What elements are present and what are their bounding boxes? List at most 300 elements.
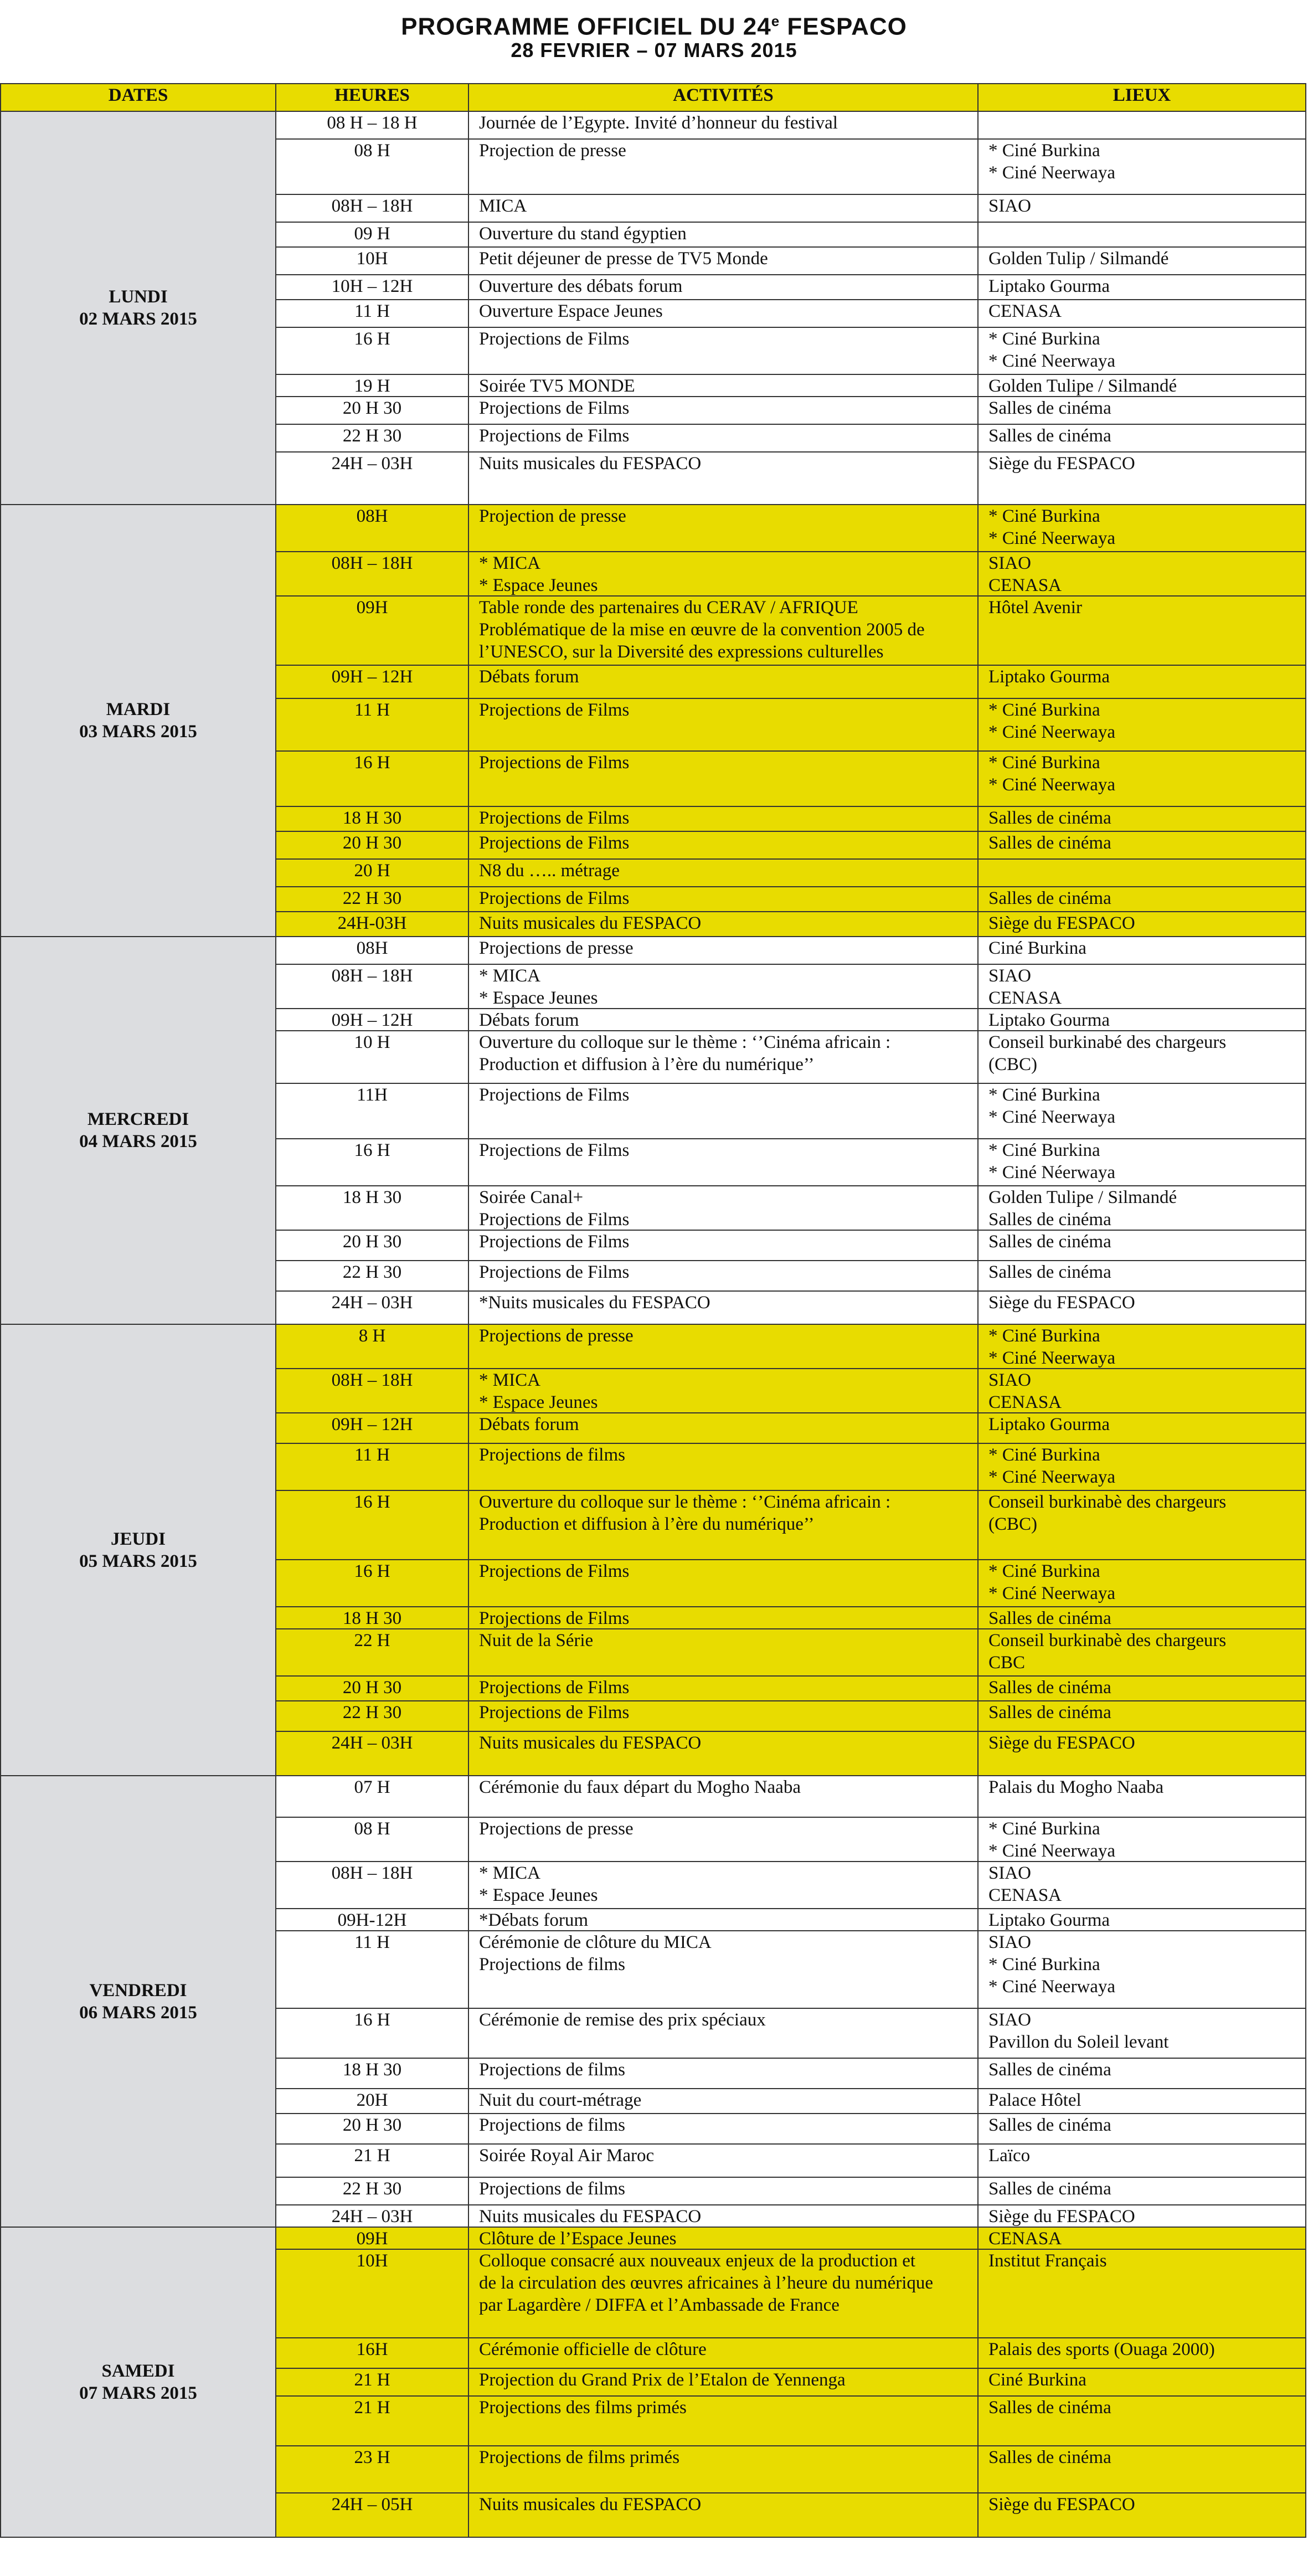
time-cell (275, 299, 469, 328)
page-title: PROGRAMME OFFICIEL DU 24e FESPACO (401, 13, 907, 40)
time-cell (275, 964, 469, 1009)
activity-cell-text: Projections des films primés (479, 2398, 687, 2418)
activity-cell (468, 1817, 979, 1862)
header-lieux (977, 83, 1306, 112)
time-cell-text: 10 H (354, 1032, 390, 1052)
activity-cell (468, 1443, 979, 1491)
activity-cell-text: Nuits musicales du FESPACO (479, 454, 702, 474)
header-activites-text: ACTIVITÉS (673, 85, 774, 105)
time-cell (275, 1606, 469, 1629)
venue-cell (977, 1230, 1306, 1261)
activity-cell (468, 886, 979, 912)
time-cell-text: 08H (356, 506, 388, 526)
venue-cell (977, 2143, 1306, 2178)
activity-cell (468, 2368, 979, 2397)
activity-cell-text: Projection du Grand Prix de l’Etalon de Yennenga (479, 2370, 846, 2390)
time-cell (275, 451, 469, 505)
time-cell (275, 1324, 469, 1369)
activity-cell (468, 1700, 979, 1732)
time-cell (275, 1700, 469, 1732)
venue-cell-text: Laïco (988, 2146, 1031, 2166)
activity-cell (468, 551, 979, 597)
time-cell (275, 2113, 469, 2145)
activity-cell-text: Projections de Films (479, 753, 630, 773)
time-cell (275, 424, 469, 453)
venue-cell (977, 1606, 1306, 1629)
activity-cell (468, 858, 979, 887)
activity-cell-text: Cérémonie de remise des prix spéciaux (479, 2010, 766, 2030)
venue-cell-text: Siège du FESPACO (988, 913, 1135, 933)
venue-cell-text: Salles de cinéma (988, 833, 1111, 853)
activity-cell (468, 750, 979, 807)
venue-cell (977, 936, 1306, 965)
activity-cell (468, 1008, 979, 1031)
time-cell (275, 2088, 469, 2114)
venue-cell (977, 1443, 1306, 1491)
activity-cell-text: Projections de Films (479, 833, 630, 853)
activity-cell (468, 2177, 979, 2205)
venue-cell-text: Siège du FESPACO (988, 2207, 1135, 2227)
time-cell (275, 1030, 469, 1084)
time-cell (275, 1138, 469, 1186)
activity-cell (468, 1230, 979, 1261)
time-cell-text: 21 H (354, 2146, 390, 2166)
venue-cell-text: Salles de cinéma (988, 398, 1111, 418)
day-label: VENDREDI 06 MARS 2015 (79, 1980, 197, 2023)
activity-cell-text: Projections de films (479, 1445, 625, 1465)
time-cell (275, 2368, 469, 2397)
venue-cell (977, 1559, 1306, 1607)
time-cell (275, 2395, 469, 2446)
time-cell-text: 09H (356, 2229, 388, 2249)
venue-cell-text: Golden Tulip / Silmandé (988, 249, 1169, 269)
venue-cell-text: SIAO * Ciné Burkina * Ciné Neerwaya (988, 1932, 1116, 1997)
time-cell (275, 1083, 469, 1139)
venue-cell-text: Siège du FESPACO (988, 2495, 1135, 2515)
venue-cell (977, 886, 1306, 912)
header-heures-text: HEURES (334, 85, 410, 105)
venue-cell (977, 2249, 1306, 2338)
time-cell-text: 10H (356, 249, 388, 269)
activity-cell (468, 1412, 979, 1444)
venue-cell-text: SIAO CENASA (988, 1863, 1062, 1905)
activity-cell-text: Projections de Films (479, 1232, 630, 1252)
venue-cell-text: Siège du FESPACO (988, 1733, 1135, 1753)
time-cell (275, 1412, 469, 1444)
venue-cell-text: Golden Tulipe / Silmandé Salles de cinéma (988, 1187, 1177, 1230)
activity-cell (468, 1675, 979, 1701)
venue-cell (977, 327, 1306, 375)
time-cell (275, 2177, 469, 2205)
time-cell (275, 1290, 469, 1325)
venue-cell-text: Ciné Burkina (988, 2370, 1086, 2390)
venue-cell-text: Salles de cinéma (988, 426, 1111, 446)
activity-cell-text: Cérémonie du faux départ du Mogho Naaba (479, 1777, 801, 1797)
activity-cell (468, 2008, 979, 2059)
venue-cell-text: Salles de cinéma (988, 808, 1111, 828)
venue-cell (977, 1324, 1306, 1369)
day-label: SAMEDI 07 MARS 2015 (79, 2361, 197, 2403)
time-cell-text: 09H-12H (337, 1910, 407, 1930)
activity-cell-text: Débats forum (479, 1010, 579, 1030)
time-cell-text: 20 H (354, 861, 390, 881)
time-cell-text: 10H – 12H (331, 276, 413, 296)
activity-cell (468, 1628, 979, 1677)
time-cell-text: 24H – 05H (331, 2495, 413, 2515)
venue-cell-text: Ciné Burkina (988, 938, 1086, 958)
activity-cell-text: MICA (479, 196, 527, 216)
activity-cell (468, 2227, 979, 2250)
activity-cell-text: Projections de Films (479, 1262, 630, 1282)
day-cell (0, 1324, 276, 1776)
time-cell-text: 24H – 03H (331, 1293, 413, 1313)
activity-cell (468, 1083, 979, 1139)
venue-cell (977, 274, 1306, 300)
time-cell-text: 16 H (354, 2010, 390, 2030)
time-cell-text: 20 H 30 (342, 398, 402, 418)
venue-cell (977, 1412, 1306, 1444)
venue-cell (977, 2058, 1306, 2089)
activity-cell-text: Projections de Films (479, 329, 630, 349)
time-cell (275, 396, 469, 425)
venue-cell (977, 194, 1306, 223)
time-cell-text: 22 H 30 (342, 1262, 402, 1282)
time-cell-text: 16 H (354, 753, 390, 773)
activity-cell (468, 1138, 979, 1186)
header-activites (468, 83, 979, 112)
time-cell (275, 194, 469, 223)
activity-cell (468, 299, 979, 328)
time-cell-text: 08H – 18H (331, 1863, 413, 1883)
time-cell-text: 18 H 30 (342, 1187, 402, 1207)
venue-cell-text: Liptako Gourma (988, 276, 1110, 296)
venue-cell-text: CENASA (988, 2229, 1062, 2249)
activity-cell-text: Projections de Films (479, 1140, 630, 1160)
activity-cell (468, 1260, 979, 1292)
venue-cell (977, 246, 1306, 275)
activity-cell (468, 504, 979, 552)
venue-cell (977, 2113, 1306, 2145)
venue-cell (977, 1775, 1306, 1818)
venue-cell (977, 595, 1306, 666)
activity-cell-text: Projections de films (479, 2060, 625, 2080)
time-cell (275, 2227, 469, 2250)
time-cell-text: 22 H 30 (342, 888, 402, 908)
time-cell (275, 1368, 469, 1413)
activity-cell-text: Ouverture des débats forum (479, 276, 683, 296)
time-cell-text: 08 H (354, 1819, 390, 1839)
venue-cell-text: Salles de cinéma (988, 1262, 1111, 1282)
activity-cell-text: Projections de Films (479, 1085, 630, 1105)
venue-cell-text: Salles de cinéma (988, 1608, 1111, 1628)
venue-cell (977, 2227, 1306, 2250)
time-cell (275, 551, 469, 597)
day-cell (0, 1775, 276, 2228)
time-cell-text: 24H-03H (337, 913, 407, 933)
activity-cell-text: Table ronde des partenaires du CERAV / AFRIQUE Problématique de la mise en œuvre de la convention 2005 de l’UNESCO, sur la Diversité des expressions culturelles (479, 598, 925, 662)
venue-cell-text: * Ciné Burkina * Ciné Neerwaya (988, 1561, 1116, 1603)
time-cell-text: 09H – 12H (331, 667, 413, 687)
activity-cell (468, 1908, 979, 1931)
venue-cell-text: Salles de cinéma (988, 2060, 1111, 2080)
venue-cell (977, 424, 1306, 453)
header-lieux-text: LIEUX (1113, 85, 1171, 105)
venue-cell-text: Salles de cinéma (988, 2115, 1111, 2135)
venue-cell-text: Liptako Gourma (988, 1415, 1110, 1434)
venue-cell (977, 831, 1306, 860)
activity-cell-text: Projection de presse (479, 141, 626, 161)
time-cell-text: 09H – 12H (331, 1415, 413, 1434)
venue-cell (977, 138, 1306, 195)
time-cell (275, 2492, 469, 2538)
activity-cell-text: Projections de Films (479, 398, 630, 418)
time-cell-text: 20H (356, 2090, 388, 2110)
venue-cell-text: Salles de cinéma (988, 1703, 1111, 1723)
venue-cell-text: * Ciné Burkina * Ciné Neerwaya (988, 1819, 1116, 1861)
activity-cell-text: Projections de Films (479, 1703, 630, 1723)
activity-cell-text: N8 du ….. métrage (479, 861, 620, 881)
time-cell-text: 20 H 30 (342, 1678, 402, 1698)
activity-cell (468, 1559, 979, 1607)
activity-cell (468, 1606, 979, 1629)
time-cell (275, 2337, 469, 2369)
time-cell (275, 1559, 469, 1607)
venue-cell-text: Salles de cinéma (988, 888, 1111, 908)
venue-cell-text: Palais du Mogho Naaba (988, 1777, 1164, 1797)
venue-cell (977, 222, 1306, 248)
time-cell (275, 936, 469, 965)
day-cell (0, 2227, 276, 2538)
time-cell (275, 138, 469, 195)
time-cell-text: 08H – 18H (331, 553, 413, 573)
venue-cell-text: * Ciné Burkina * Ciné Neerwaya (988, 1445, 1116, 1487)
time-cell-text: 16 H (354, 1561, 390, 1581)
time-cell (275, 246, 469, 275)
venue-cell (977, 2337, 1306, 2369)
venue-cell (977, 1185, 1306, 1231)
venue-cell (977, 1817, 1306, 1862)
activity-cell (468, 396, 979, 425)
time-cell-text: 22 H 30 (342, 426, 402, 446)
venue-cell (977, 665, 1306, 699)
venue-cell (977, 1731, 1306, 1776)
venue-cell (977, 299, 1306, 328)
activity-cell (468, 698, 979, 752)
activity-cell (468, 2249, 979, 2338)
venue-cell (977, 451, 1306, 505)
activity-cell-text: Projections de films (479, 2115, 625, 2135)
venue-cell-text: SIAO CENASA (988, 553, 1062, 595)
activity-cell-text: Ouverture du colloque sur le thème : ‘’Cinéma africain : Production et diffusion à l’ère du numérique’’ (479, 1032, 891, 1074)
time-cell-text: 11 H (354, 1932, 390, 1952)
activity-cell (468, 2395, 979, 2446)
time-cell-text: 16 H (354, 1140, 390, 1160)
venue-cell-text: Siège du FESPACO (988, 1293, 1135, 1313)
venue-cell (977, 2008, 1306, 2059)
time-cell (275, 831, 469, 860)
time-cell (275, 1675, 469, 1701)
activity-cell-text: Nuit du court-métrage (479, 2090, 642, 2110)
activity-cell (468, 1290, 979, 1325)
day-label: JEUDI 05 MARS 2015 (79, 1529, 197, 1571)
time-cell-text: 8 H (358, 1326, 386, 1346)
activity-cell (468, 274, 979, 300)
time-cell (275, 886, 469, 912)
time-cell-text: 09H (356, 598, 388, 618)
venue-cell-text: Palais des sports (Ouaga 2000) (988, 2340, 1215, 2359)
activity-cell-text: Débats forum (479, 667, 579, 687)
activity-cell (468, 1185, 979, 1231)
time-cell (275, 2058, 469, 2089)
activity-cell (468, 1731, 979, 1776)
time-cell-text: 24H – 03H (331, 1733, 413, 1753)
time-cell (275, 595, 469, 666)
activity-cell-text: Nuits musicales du FESPACO (479, 2207, 702, 2227)
time-cell-text: 21 H (354, 2370, 390, 2390)
activity-cell-text: Projection de presse (479, 506, 626, 526)
venue-cell (977, 2204, 1306, 2228)
activity-cell-text: *Nuits musicales du FESPACO (479, 1293, 710, 1313)
time-cell-text: 24H – 03H (331, 2207, 413, 2227)
header-dates-text: DATES (108, 85, 168, 105)
venue-cell-text: SIAO CENASA (988, 1370, 1062, 1412)
venue-cell-text: Conseil burkinabè des chargeurs (CBC) (988, 1492, 1227, 1534)
activity-cell-text: * MICA * Espace Jeunes (479, 1863, 598, 1905)
time-cell-text: 08 H (354, 141, 390, 161)
time-cell (275, 1775, 469, 1818)
day-label: MARDI 03 MARS 2015 (79, 700, 197, 742)
activity-cell-text: Colloque consacré aux nouveaux enjeux de la production et de la circulation des œuvres africaines à l’heure du numérique par Lagardère / DIFFA et l’Ambassade de France (479, 2251, 934, 2315)
activity-cell (468, 2143, 979, 2178)
day-cell (0, 111, 276, 505)
venue-cell (977, 1908, 1306, 1931)
time-cell (275, 750, 469, 807)
activity-cell-text: Débats forum (479, 1415, 579, 1434)
time-cell (275, 1185, 469, 1231)
activity-cell (468, 1930, 979, 2009)
venue-cell-text: Golden Tulipe / Silmandé (988, 376, 1177, 396)
time-cell (275, 1628, 469, 1677)
time-cell-text: 11 H (354, 301, 390, 321)
venue-cell (977, 2177, 1306, 2205)
activity-cell-text: * MICA * Espace Jeunes (479, 966, 598, 1008)
venue-cell (977, 1930, 1306, 2009)
venue-cell (977, 806, 1306, 832)
venue-cell (977, 698, 1306, 752)
venue-cell (977, 1490, 1306, 1560)
time-cell-text: 16 H (354, 329, 390, 349)
venue-cell-text: * Ciné Burkina * Ciné Neerwaya (988, 1326, 1116, 1368)
time-cell-text: 24H – 03H (331, 454, 413, 474)
venue-cell (977, 911, 1306, 937)
activity-cell-text: Projections de Films (479, 1608, 630, 1628)
activity-cell (468, 1861, 979, 1909)
activity-cell-text: Projections de presse (479, 1326, 634, 1346)
time-cell-text: 07 H (354, 1777, 390, 1797)
activity-cell-text: * MICA * Espace Jeunes (479, 1370, 598, 1412)
time-cell (275, 327, 469, 375)
page-subtitle: 28 FEVRIER – 07 MARS 2015 (511, 39, 797, 61)
venue-cell (977, 964, 1306, 1009)
time-cell (275, 1731, 469, 1776)
time-cell-text: 09H – 12H (331, 1010, 413, 1030)
activity-cell-text: Nuits musicales du FESPACO (479, 1733, 702, 1753)
venue-cell (977, 1030, 1306, 1084)
time-cell (275, 222, 469, 248)
venue-cell (977, 2088, 1306, 2114)
venue-cell-text: * Ciné Burkina * Ciné Neerwaya (988, 329, 1116, 371)
time-cell (275, 2143, 469, 2178)
time-cell-text: 08H (356, 938, 388, 958)
time-cell-text: 10H (356, 2251, 388, 2271)
time-cell (275, 665, 469, 699)
venue-cell-text: * Ciné Burkina * Ciné Neerwaya (988, 700, 1116, 742)
venue-cell (977, 374, 1306, 397)
activity-cell-text: Nuit de la Série (479, 1631, 594, 1651)
time-cell-text: 18 H 30 (342, 2060, 402, 2080)
venue-cell (977, 2368, 1306, 2397)
day-cell (0, 504, 276, 937)
time-cell-text: 20 H 30 (342, 833, 402, 853)
time-cell-text: 22 H 30 (342, 1703, 402, 1723)
venue-cell (977, 1138, 1306, 1186)
activity-cell (468, 831, 979, 860)
venue-cell-text: Salles de cinéma (988, 2179, 1111, 2199)
venue-cell (977, 2395, 1306, 2446)
activity-cell (468, 1775, 979, 1818)
activity-cell-text: Projections de Films (479, 888, 630, 908)
time-cell (275, 1230, 469, 1261)
venue-cell-text: Salles de cinéma (988, 1232, 1111, 1252)
venue-cell (977, 111, 1306, 140)
venue-cell-text: Conseil burkinabé des chargeurs (CBC) (988, 1032, 1227, 1074)
time-cell-text: 08H – 18H (331, 1370, 413, 1390)
time-cell-text: 20 H 30 (342, 1232, 402, 1252)
activity-cell (468, 1490, 979, 1560)
venue-cell-text: Conseil burkinabè des chargeurs CBC (988, 1631, 1227, 1673)
time-cell-text: 08H – 18H (331, 196, 413, 216)
time-cell (275, 858, 469, 887)
venue-cell-text: * Ciné Burkina * Ciné Neerwaya (988, 753, 1116, 795)
venue-cell-text: Liptako Gourma (988, 1910, 1110, 1930)
venue-cell (977, 1861, 1306, 1909)
time-cell-text: 18 H 30 (342, 1608, 402, 1628)
activity-cell (468, 2492, 979, 2538)
time-cell-text: 16H (356, 2340, 388, 2359)
activity-cell-text: Ouverture du colloque sur le thème : ‘’Cinéma africain : Production et diffusion à l’ère du numérique’’ (479, 1492, 891, 1534)
activity-cell-text: Projections de presse (479, 1819, 634, 1839)
time-cell-text: 09 H (354, 224, 390, 244)
time-cell-text: 19 H (354, 376, 390, 396)
venue-cell (977, 504, 1306, 552)
activity-cell-text: Soirée Canal+ Projections de Films (479, 1187, 630, 1230)
venue-cell-text: Palace Hôtel (988, 2090, 1082, 2110)
time-cell-text: 23 H (354, 2448, 390, 2467)
time-cell (275, 806, 469, 832)
venue-cell-text: Salles de cinéma (988, 2448, 1111, 2467)
time-cell-text: 20 H 30 (342, 2115, 402, 2135)
time-cell-text: 11 H (354, 700, 390, 720)
venue-cell-text: SIAO CENASA (988, 966, 1062, 1008)
venue-cell (977, 1008, 1306, 1031)
activity-cell (468, 138, 979, 195)
activity-cell (468, 806, 979, 832)
venue-cell-text: SIAO Pavillon du Soleil levant (988, 2010, 1169, 2052)
venue-cell-text: Hôtel Avenir (988, 598, 1082, 618)
venue-cell (977, 1083, 1306, 1139)
venue-cell-text: CENASA (988, 301, 1062, 321)
activity-cell (468, 936, 979, 965)
